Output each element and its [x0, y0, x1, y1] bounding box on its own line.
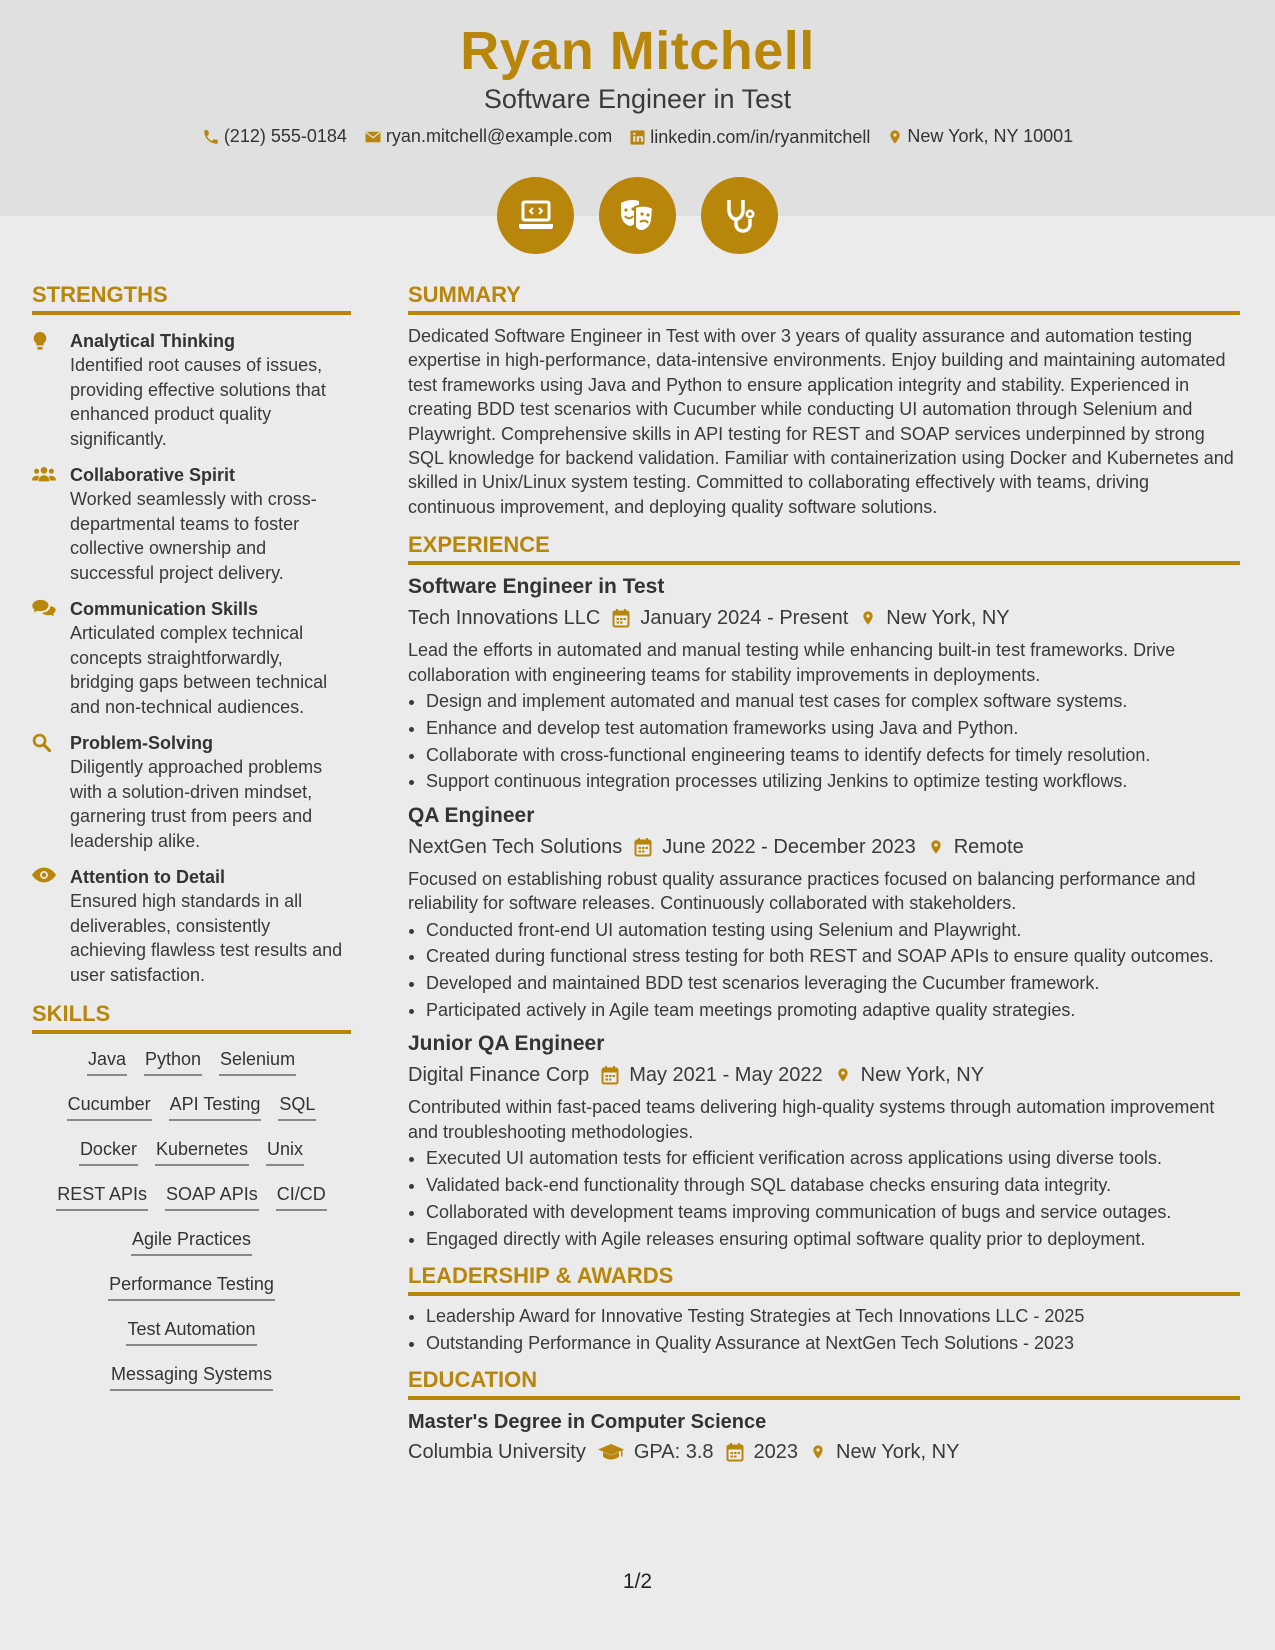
- right-column: [408, 282, 1240, 1465]
- map-marker-icon: [860, 608, 876, 628]
- job-location: Remote: [953, 835, 1024, 858]
- skill-row: [32, 1271, 351, 1316]
- job-bullet: • Engaged directly with Agile releases ensuring optimal software quality prior to deployment.: [426, 1227, 1240, 1251]
- strength-desc: Worked seamlessly with cross-departmental teams to foster collective ownership and successful project delivery.: [70, 489, 317, 583]
- strength-title: Attention to Detail: [70, 867, 225, 887]
- eye-icon: [32, 867, 56, 883]
- skill-row: [32, 1046, 351, 1091]
- job-bullet: • Collaborate with cross-functional engineering teams to identify defects for timely resolution.: [426, 743, 1240, 767]
- job-meta: [408, 605, 1240, 631]
- strength-item: [32, 597, 351, 719]
- job-bullets: [408, 1146, 1240, 1251]
- strength-item: [32, 865, 351, 987]
- degree-title: Master's Degree in Computer Science: [408, 1411, 767, 1434]
- search-icon: [32, 733, 51, 752]
- contact-linkedin[interactable]: [629, 127, 870, 148]
- graduation-cap-icon: [598, 1443, 624, 1461]
- job-entry: [408, 802, 1240, 1023]
- summary-text: Dedicated Software Engineer in Test with over 3 years of quality assurance and automation testing expertise in high-performance, data-intensive environments. Enjoy building and maintaining automated test frameworks using Java and Python to ensure application integrity and stability. Experienced in creating BDD test scenarios with Cucumber while conducting UI automation through Selenium and Playwright. Comprehensive skills in API testing for REST and SOAP services underpinned by strong SQL knowledge for backend validation. Familiar with containerization using Docker and Kubernetes and skilled in Unix/Linux system testing. Committed to collaborating effectively with teams, driving continuous improvement, and deploying quality software solutions.: [408, 326, 1234, 517]
- contact-phone[interactable]: [202, 126, 347, 147]
- laptop-code-icon: [497, 177, 574, 254]
- skill-row: [32, 1091, 351, 1136]
- skill-tag: Agile Practices: [131, 1226, 252, 1256]
- job-company: NextGen Tech Solutions: [408, 835, 623, 858]
- job-dates: May 2021 - May 2022: [629, 1064, 823, 1087]
- job-bullet: • Enhance and develop test automation frameworks using Java and Python.: [426, 716, 1240, 740]
- skill-row: [32, 1316, 351, 1361]
- skill-tag: Python: [144, 1046, 202, 1076]
- leadership-heading: LEADERSHIP & AWARDS: [408, 1263, 1240, 1296]
- linkedin-icon: [629, 129, 646, 146]
- calendar-icon: [612, 608, 630, 628]
- strength-desc: Diligently approached problems with a solution-driven mindset, garnering trust from peers and leadership alike.: [70, 757, 323, 851]
- skill-tag: Messaging Systems: [110, 1361, 273, 1391]
- phone-icon: [202, 128, 220, 146]
- strength-title: Communication Skills: [70, 599, 259, 619]
- skill-tag: Unix: [266, 1136, 304, 1166]
- skills-heading: SKILLS: [32, 1001, 351, 1034]
- job-location: New York, NY: [886, 607, 1010, 630]
- job-bullet: • Executed UI automation tests for efficient verification across applications using diverse tools.: [426, 1146, 1240, 1170]
- job-description: Focused on establishing robust quality assurance practices focused on balancing performance and reliability for software releases. Continuously collaborated with stakeholders.: [408, 868, 1196, 914]
- job-company: Digital Finance Corp: [408, 1064, 590, 1087]
- page-number: 1/2: [622, 1570, 653, 1593]
- education-heading: EDUCATION: [408, 1367, 1240, 1400]
- skill-row: [32, 1361, 351, 1406]
- job-bullets: [408, 918, 1240, 1023]
- job-bullet: • Collaborated with development teams improving communication of bugs and service outages.: [426, 1200, 1240, 1224]
- job-company: Tech Innovations LLC: [408, 607, 601, 630]
- job-entry: [408, 1030, 1240, 1251]
- job-title: Junior QA Engineer: [408, 1032, 605, 1056]
- strength-title: Analytical Thinking: [70, 331, 236, 351]
- map-marker-icon: [835, 1065, 851, 1085]
- strengths-list: [32, 329, 351, 987]
- job-bullet: • Validated back-end functionality through SQL database checks ensuring data integrity.: [426, 1173, 1240, 1197]
- job-meta: [408, 1062, 1240, 1088]
- education-meta: [408, 1439, 1240, 1465]
- job-description: Lead the efforts in automated and manual testing while enhancing built-in test frameworks. Drive collaboration with engineering teams for stability improvements in deployments.: [408, 640, 1176, 685]
- skill-tag: Performance Testing: [108, 1271, 275, 1301]
- skill-tag: Docker: [79, 1136, 138, 1166]
- linkedin-text: linkedin.com/in/ryanmitchell: [650, 126, 871, 147]
- education-location: New York, NY: [836, 1441, 960, 1464]
- skill-tag: Selenium: [219, 1046, 296, 1076]
- strength-desc: Identified root causes of issues, providing effective solutions that enhanced product quality significantly.: [70, 355, 326, 449]
- job-description: Contributed within fast-paced teams delivering high-quality systems through automation improvement and troubleshooting methodologies.: [408, 1097, 1215, 1142]
- stethoscope-icon: [701, 177, 778, 254]
- contact-email[interactable]: [364, 126, 612, 147]
- candidate-name: Ryan Mitchell: [460, 21, 815, 81]
- job-title: Software Engineer in Test: [408, 575, 665, 599]
- contact-location: [887, 126, 1073, 147]
- job-location: New York, NY: [860, 1064, 985, 1087]
- job-bullet: • Developed and maintained BDD test scenarios leveraging the Cucumber framework.: [426, 971, 1240, 995]
- calendar-icon: [634, 837, 652, 857]
- job-bullet: • Participated actively in Agile team meetings promoting adaptive quality strategies.: [426, 998, 1240, 1022]
- job-title: QA Engineer: [408, 803, 535, 827]
- strength-item: [32, 463, 351, 585]
- award-item: • Outstanding Performance in Quality Assurance at NextGen Tech Solutions - 2023: [426, 1331, 1240, 1355]
- candidate-title: Software Engineer in Test: [483, 84, 792, 114]
- school-name: Columbia University: [408, 1441, 586, 1464]
- job-entry: [408, 573, 1240, 794]
- skills-list: [32, 1046, 351, 1406]
- gpa: GPA: 3.8: [633, 1441, 714, 1464]
- job-dates: June 2022 - December 2023: [662, 835, 916, 858]
- skill-tag: SOAP APIs: [165, 1181, 259, 1211]
- job-bullet: • Support continuous integration processes utilizing Jenkins to optimize testing workflows.: [426, 769, 1240, 793]
- skill-row: [32, 1181, 351, 1226]
- strength-title: Collaborative Spirit: [70, 465, 236, 485]
- email-text: ryan.mitchell@example.com: [385, 126, 613, 146]
- job-bullets: [408, 689, 1240, 794]
- job-bullet: • Design and implement automated and manual test cases for complex software systems.: [426, 689, 1240, 713]
- skill-tag: SQL: [278, 1091, 316, 1121]
- skill-tag: Java: [87, 1046, 127, 1076]
- leadership-list: [408, 1304, 1240, 1355]
- map-marker-icon: [810, 1442, 826, 1462]
- calendar-icon: [726, 1442, 744, 1462]
- skill-tag: CI/CD: [276, 1181, 327, 1211]
- skill-tag: REST APIs: [56, 1181, 148, 1211]
- skill-tag: Kubernetes: [155, 1136, 249, 1166]
- experience-heading: EXPERIENCE: [408, 532, 1240, 565]
- lightbulb-icon: [32, 331, 48, 351]
- strength-title: Problem-Solving: [70, 733, 214, 753]
- left-column: [32, 282, 351, 1406]
- envelope-icon: [364, 128, 382, 146]
- contact-bar: [0, 126, 1275, 151]
- award-item: • Leadership Award for Innovative Testing Strategies at Tech Innovations LLC - 2025: [426, 1304, 1240, 1328]
- icon-badges: [0, 177, 1275, 254]
- skill-tag: Cucumber: [67, 1091, 152, 1121]
- job-bullet: • Conducted front-end UI automation testing using Selenium and Playwright.: [426, 918, 1240, 942]
- job-dates: January 2024 - Present: [640, 607, 849, 630]
- strength-desc: Ensured high standards in all deliverables, consistently achieving flawless test results and user satisfaction.: [70, 891, 343, 985]
- strengths-heading: STRENGTHS: [32, 282, 351, 315]
- map-marker-icon: [887, 128, 903, 146]
- graduation-year: 2023: [753, 1441, 799, 1464]
- location-text: New York, NY 10001: [907, 126, 1074, 146]
- map-marker-icon: [928, 837, 944, 857]
- job-bullet: • Created during functional stress testing for both REST and SOAP APIs to ensure quality outcomes.: [426, 944, 1240, 968]
- strength-item: [32, 329, 351, 451]
- skill-row: [32, 1226, 351, 1271]
- job-meta: [408, 834, 1240, 860]
- strength-item: [32, 731, 351, 853]
- strength-desc: Articulated complex technical concepts straightforwardly, bridging gaps between technical and non-technical audiences.: [70, 623, 328, 717]
- theater-masks-icon: [599, 177, 676, 254]
- summary-heading: SUMMARY: [408, 282, 1240, 315]
- skill-row: [32, 1136, 351, 1181]
- skill-tag: Test Automation: [126, 1316, 256, 1346]
- users-icon: [32, 465, 56, 483]
- phone-text: (212) 555-0184: [223, 126, 347, 146]
- skill-tag: API Testing: [169, 1091, 262, 1121]
- calendar-icon: [601, 1065, 619, 1085]
- comments-icon: [32, 599, 56, 617]
